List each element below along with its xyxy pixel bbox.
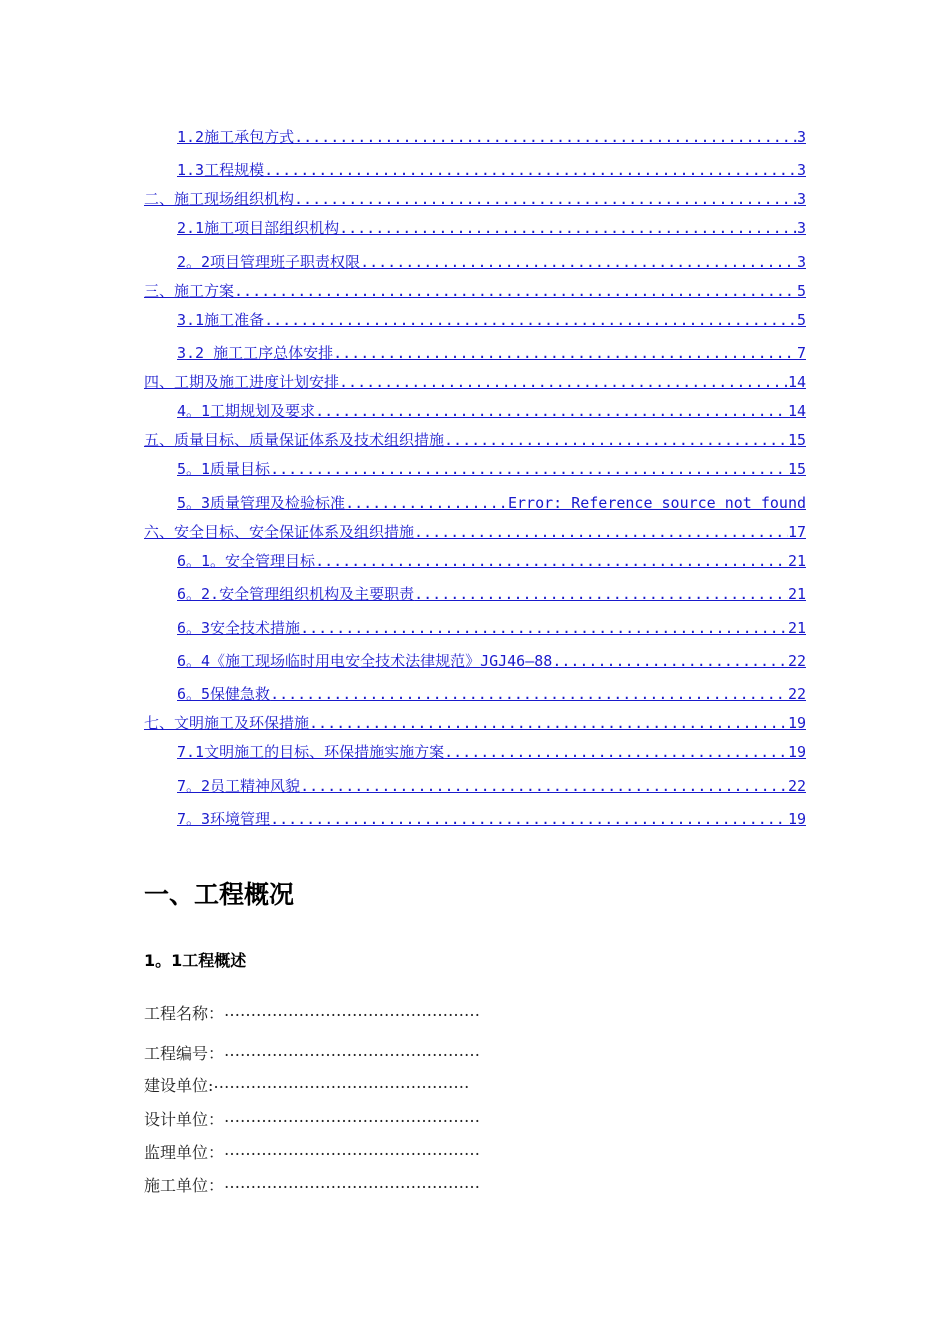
field-label: 工程名称： (144, 1004, 225, 1023)
field-value-placeholder: ………………………………………… (224, 1107, 481, 1126)
toc-entry-6-4[interactable] (177, 652, 806, 670)
toc-entry-title: 7.1文明施工的目标、环保措施实施方案 (177, 743, 445, 761)
toc-entry-page: 14 (787, 402, 806, 420)
toc-entry-page: 19 (787, 810, 806, 828)
toc-entry-page: 15 (787, 431, 806, 449)
toc-entry-7-1[interactable] (177, 743, 806, 761)
toc-entry-title: 2。2项目管理班子职责权限 (177, 253, 361, 271)
toc-entry-page: 3 (796, 219, 806, 237)
toc-entry-3-2[interactable] (177, 344, 806, 362)
toc-entry-page: 15 (787, 460, 806, 478)
field-owner (144, 1073, 469, 1096)
toc-entry-title: 7。2员工精神风貌 (177, 777, 301, 795)
toc-entry-title: 7。3环境管理 (177, 810, 271, 828)
toc-entry-title: 6。1。安全管理目标 (177, 552, 316, 570)
toc-entry-6-2[interactable] (177, 585, 806, 603)
toc-entry-title: 五、质量目标、质量保证体系及技术组织措施 (144, 431, 445, 449)
toc-entry-page: 22 (787, 652, 806, 670)
toc-entry-3[interactable] (144, 282, 806, 300)
field-contractor (144, 1173, 480, 1196)
toc-entry-4[interactable] (144, 373, 806, 391)
field-label: 建设单位: (144, 1076, 214, 1095)
toc-entry-page: 14 (787, 373, 806, 391)
toc-entry-page: 5 (796, 282, 806, 300)
toc-entry-5[interactable] (144, 431, 806, 449)
toc-entry-6-3[interactable] (177, 619, 806, 637)
toc-entry-page: 7 (796, 344, 806, 362)
toc-entry-7-3[interactable] (177, 810, 806, 828)
field-value-placeholder: ………………………………………… (224, 1041, 481, 1060)
toc-entry-page: 21 (787, 552, 806, 570)
toc-entry-2[interactable] (144, 190, 806, 208)
toc-entry-page: 5 (796, 311, 806, 329)
toc-entry-2-2[interactable] (177, 253, 806, 271)
toc-entry-page: 21 (787, 619, 806, 637)
field-label: 设计单位： (144, 1110, 225, 1129)
toc-entry-page: 21 (787, 585, 806, 603)
toc-entry-title: 6。3安全技术措施 (177, 619, 301, 637)
toc-entry-page: 3 (796, 161, 806, 179)
toc-entry-page: Error: Reference source not found (507, 494, 806, 512)
toc-entry-page: 22 (787, 685, 806, 703)
toc-entry-title: 1.2施工承包方式 (177, 128, 295, 146)
toc-entry-title: 5。1质量目标 (177, 460, 271, 478)
toc-entry-title: 七、文明施工及环保措施 (144, 714, 310, 732)
toc-entry-title: 6。5保健急救 (177, 685, 271, 703)
toc-entry-1-3[interactable] (177, 161, 806, 179)
toc-entry-title: 3.2 施工工序总体安排 (177, 344, 334, 362)
field-project-name (144, 1001, 480, 1024)
toc-entry-title: 5。3质量管理及检验标准 (177, 494, 346, 512)
toc-entry-page: 19 (787, 714, 806, 732)
toc-entry-7-2[interactable] (177, 777, 806, 795)
field-label: 监理单位： (144, 1143, 225, 1162)
toc-entry-3-1[interactable] (177, 311, 806, 329)
toc-entry-title: 三、施工方案 (144, 282, 235, 300)
field-value-placeholder: ………………………………………… (224, 1173, 481, 1192)
toc-entry-title: 6。4《施工现场临时用电安全技术法律规范》JGJ46—88 (177, 652, 553, 670)
toc-entry-title: 6。2.安全管理组织机构及主要职责 (177, 585, 415, 603)
field-project-number (144, 1041, 480, 1064)
field-supervisor (144, 1140, 480, 1163)
toc-entry-6-5[interactable] (177, 685, 806, 703)
subsection-heading: 1。1工程概述 (144, 951, 247, 970)
toc-entry-title: 2.1施工项目部组织机构 (177, 219, 340, 237)
field-value-placeholder: ………………………………………… (224, 1001, 481, 1020)
toc-entry-title: 六、安全目标、安全保证体系及组织措施 (144, 523, 415, 541)
field-label: 施工单位： (144, 1176, 225, 1195)
toc-entry-7[interactable] (144, 714, 806, 732)
field-label: 工程编号： (144, 1044, 225, 1063)
field-value-placeholder: ………………………………………… (224, 1140, 481, 1159)
toc-entry-6-1[interactable] (177, 552, 806, 570)
field-value-placeholder: ………………………………………… (213, 1073, 470, 1092)
toc-entry-2-1[interactable] (177, 219, 806, 237)
toc-entry-4-1[interactable] (177, 402, 806, 420)
toc-entry-5-1[interactable] (177, 460, 806, 478)
toc-entry-title: 1.3工程规模 (177, 161, 265, 179)
toc-entry-page: 22 (787, 777, 806, 795)
toc-entry-6[interactable] (144, 523, 806, 541)
toc-entry-page: 3 (796, 128, 806, 146)
toc-entry-page: 3 (796, 253, 806, 271)
toc-entry-title: 4。1工期规划及要求 (177, 402, 316, 420)
toc-entry-title: 二、施工现场组织机构 (144, 190, 295, 208)
section-heading: 一、工程概况 (144, 880, 295, 909)
toc-entry-page: 3 (796, 190, 806, 208)
field-designer (144, 1107, 480, 1130)
toc-entry-1-2[interactable] (177, 128, 806, 146)
toc-entry-page: 17 (787, 523, 806, 541)
toc-entry-title: 3.1施工准备 (177, 311, 265, 329)
toc-entry-page: 19 (787, 743, 806, 761)
toc-entry-5-3[interactable] (177, 494, 806, 512)
toc-entry-title: 四、工期及施工进度计划安排 (144, 373, 340, 391)
